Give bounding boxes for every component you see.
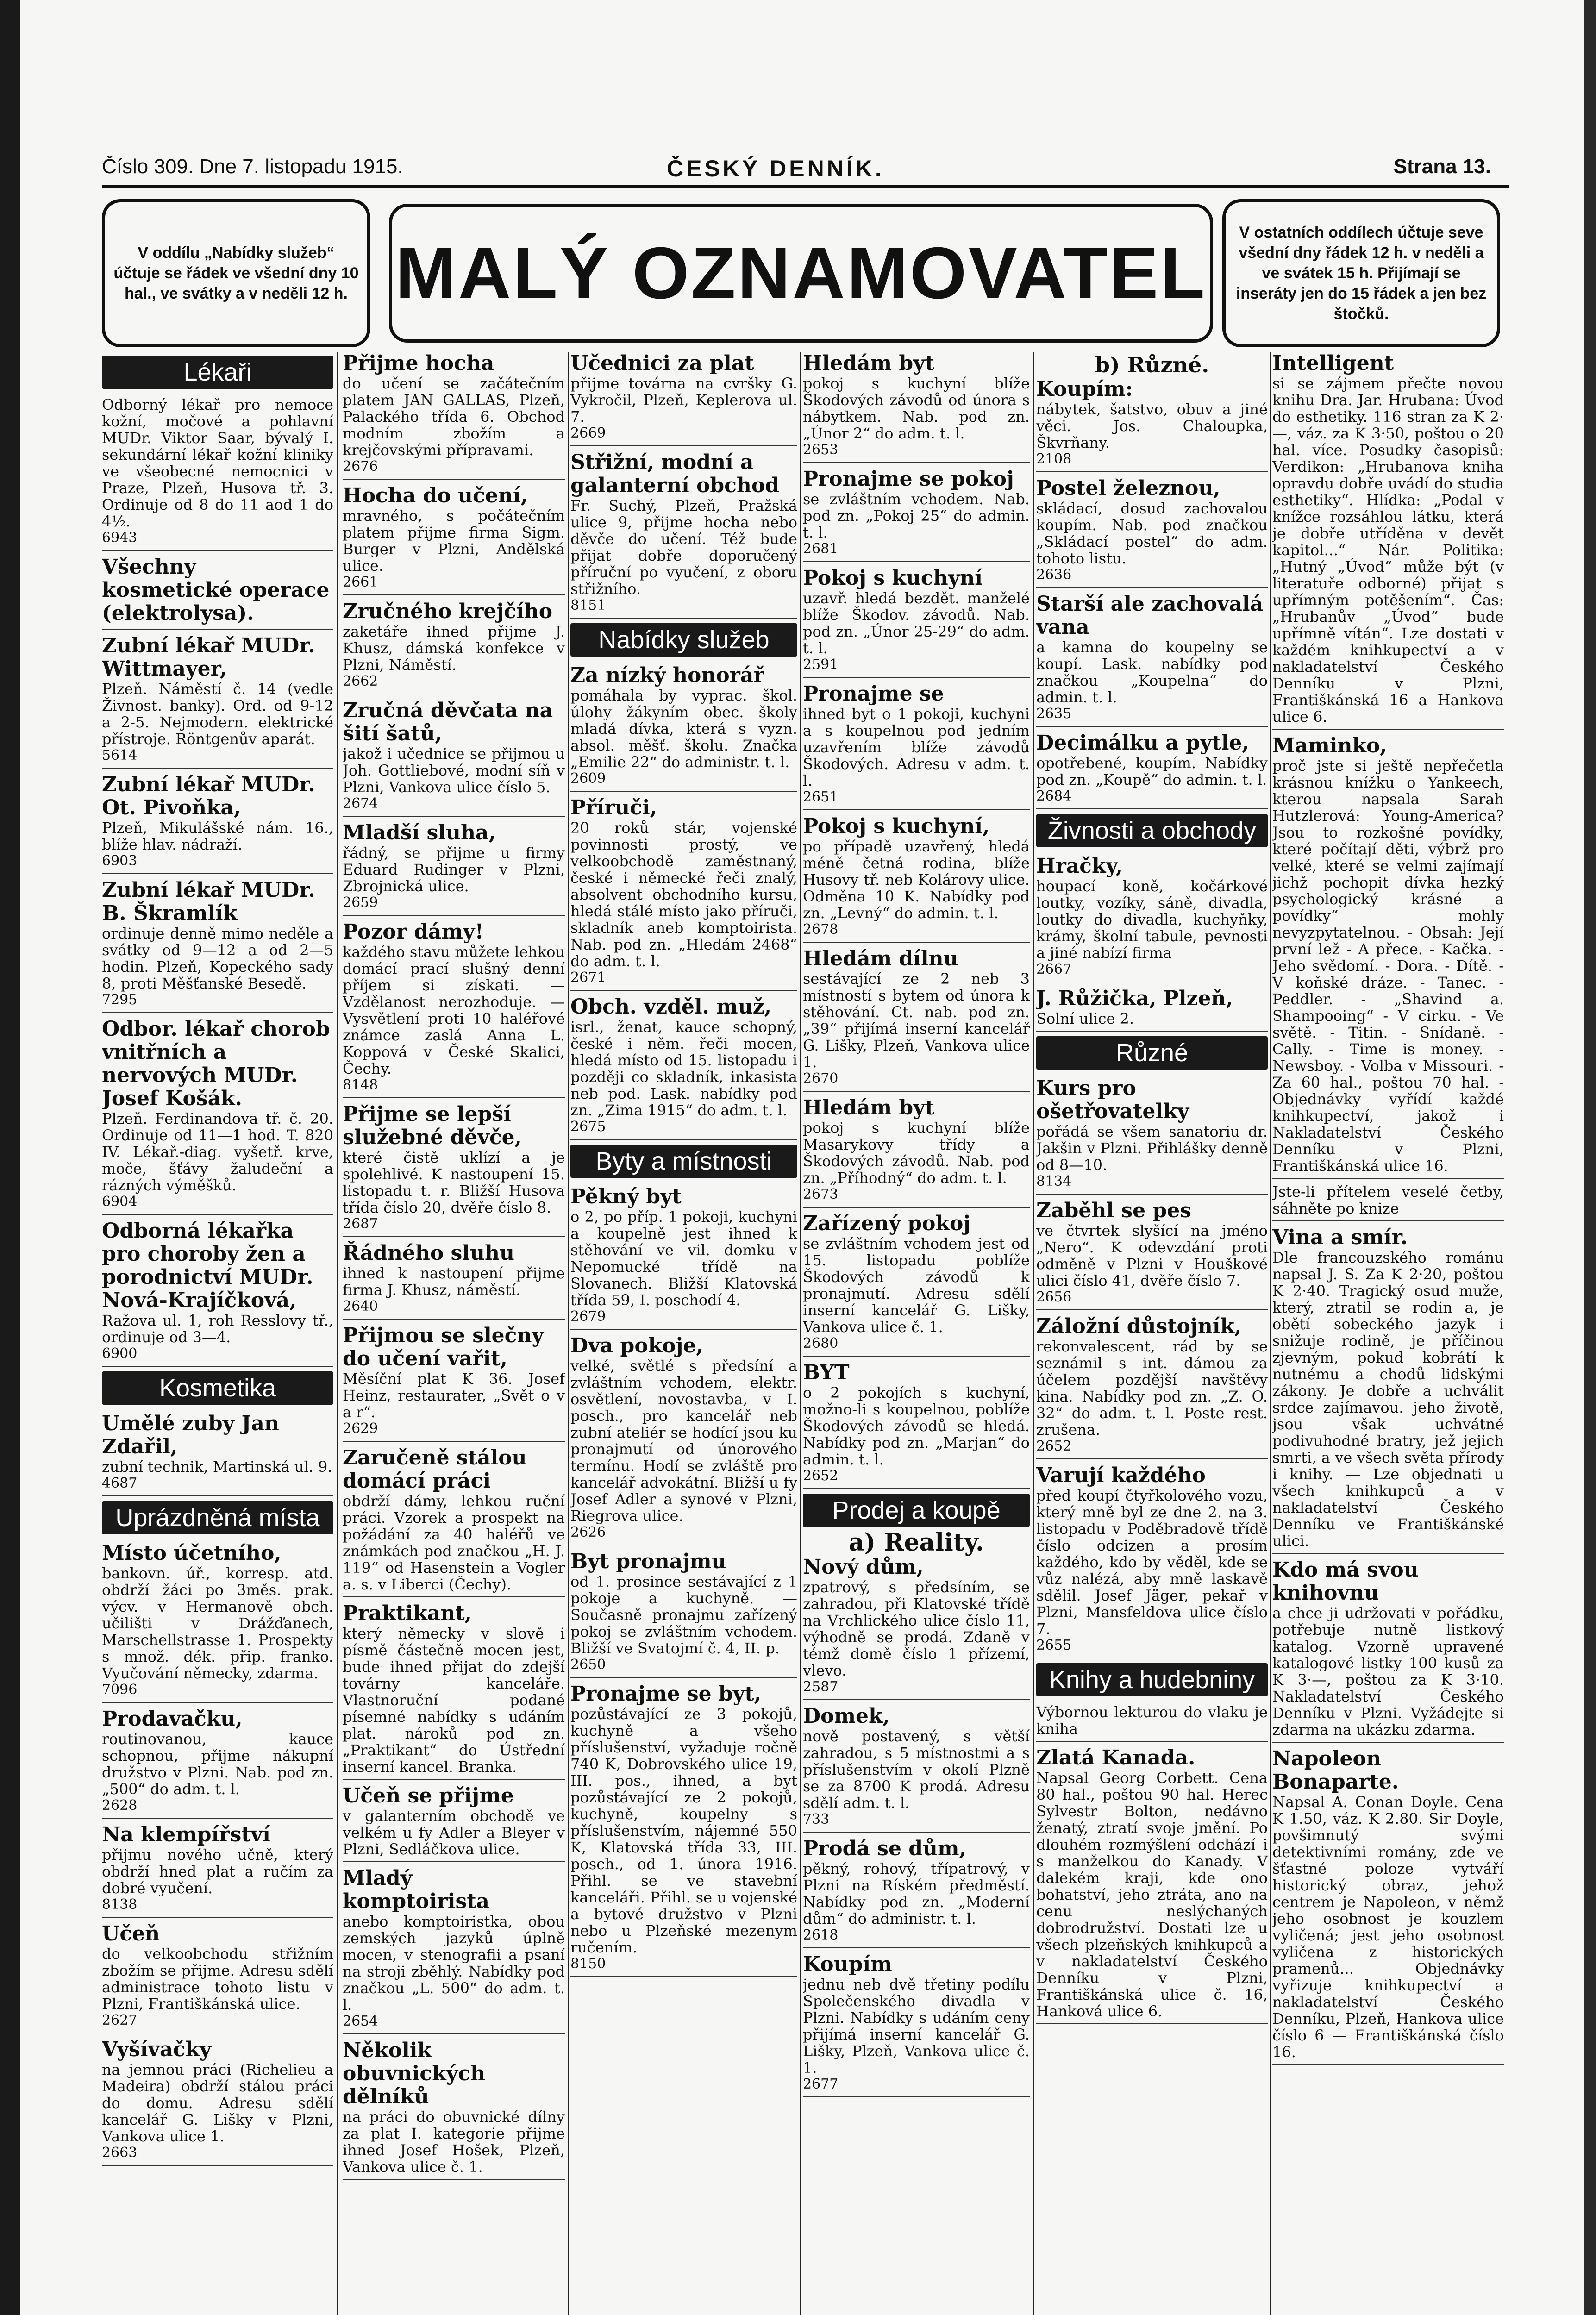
- ad-body: před koupí čtyřkolového vozu, který mně byl ze dne 2. na 3. listopadu v Poděbradově třídě číslo odcizen a prosím každého, kdo by věděl, kde se vůz nalézá, aby mně laskavě sdělil. Josef Jäger, pekař v Plzni, Mansfeldova ulice číslo 7.: [1036, 1487, 1268, 1638]
- ad-body: Napsal A. Conan Doyle. Cena K 1.50, váz. K 2.80. Sir Doyle, povšimnutý svými detektivními romány, zde ve šťastné poloze vytváří historický obraz, jehož centrem je Napoleon, v němž jeho osobnost je kouzlem vyličená; jest jeho osobnost vyličena z historických pramenů... Objednávky vyřizuje knihkupectví a nakladatelství Českého Denníku, Plzeň, Hankova ulice číslo 6 — Františkánská číslo 16.: [1272, 1793, 1504, 2061]
- page-number: Strana 13.: [1393, 155, 1491, 178]
- classified-ad: [343, 1242, 565, 1320]
- ad-body: přijme továrna na cvršky G. Vykročil, Plzeň, Keplerova ul. 7.: [570, 375, 797, 425]
- ad-headline: Příruči,: [570, 796, 657, 820]
- ad-number: 2677: [803, 2076, 839, 2092]
- ad-number: 2636: [1036, 567, 1072, 583]
- ad-headline: Maminko,: [1272, 734, 1387, 757]
- ad-number: 2609: [570, 770, 606, 787]
- page-header: [102, 155, 1491, 183]
- ad-number: 8151: [570, 597, 606, 613]
- classified-ad: [803, 682, 1030, 810]
- ad-headline: Varují každého: [1036, 1464, 1206, 1487]
- ad-headline: Hledám byt: [803, 352, 935, 375]
- ad-body: skládací, dosud zachovalou koupím. Nab. pod značkou „Skládací postel“ do adm. tohoto listu.: [1036, 500, 1268, 567]
- column-divider: [800, 352, 801, 2315]
- ad-body: Napsal Georg Corbett. Cena 80 hal., poštou 90 hal. Herec Sylvestr Bolton, nedávno ženatý, ztratí svoje jmění. Po dlouhém rozmýšlení odchází i s manželkou do Kanady. V dalekém kraji, kde ono bohatství, jeho ztráta, ano na cenu neslýchaných dobrodružství. Dostati lze u všech plzeňských knihkupců a v nakladatelství Českého Denníku v Plzni, Františkánská ulice č. 16, Hanková ulice 6.: [1036, 1769, 1268, 2020]
- ad-body: a chce ji udržovati v pořádku, potřebuje nutně listkový katalog. Vzorně upravené katalogové listky 100 kusů za K 3·—, poštou za K 3·10. Nakladatelství Českého Denníku v Plzni. Vyžádejte si zdarma na ukázku zdarma.: [1272, 1604, 1504, 1739]
- classified-ad: [102, 556, 333, 630]
- ad-headline: Přijme hocha: [343, 352, 494, 375]
- ad-body: o 2, po příp. 1 pokoji, kuchyni a koupelně jest ihned k stěhování ve vil. domku v Nepomucké třídě na Slovanech. Bližší Klatovská třída 59, I. poschodí 4.: [570, 1208, 797, 1309]
- column-divider: [568, 352, 569, 2315]
- newspaper-title: ČESKÝ DENNÍK.: [667, 156, 884, 181]
- classified-ad: [1036, 855, 1268, 982]
- ad-body: Solní ulice 2.: [1036, 1010, 1134, 1027]
- ad-headline: Hocha do učení,: [343, 484, 528, 507]
- classified-ad: [1272, 734, 1504, 1179]
- section-heading: Různé: [1036, 1036, 1268, 1070]
- ad-body: které čistě uklízí a je spolehlivé. K nastoupení 15. listopadu t. r. Bližší Husova třída číslo 20, dvěře číslo 8.: [343, 1149, 565, 1216]
- ad-number: 2680: [803, 1335, 839, 1351]
- ad-headline: Za nízký honorář: [570, 663, 764, 687]
- ad-headline: Řádného sluhu: [343, 1241, 514, 1265]
- classified-ad: [343, 1446, 565, 1597]
- ad-headline: Napoleon Bonaparte.: [1272, 1747, 1399, 1794]
- classified-ad: [343, 484, 565, 595]
- ad-headline: Zručná děvčata na šití šatů,: [343, 699, 553, 745]
- column-divider: [1270, 352, 1271, 2315]
- section-heading: Nabídky služeb: [570, 623, 797, 657]
- section-heading: Živnosti a obchody: [1036, 814, 1268, 847]
- ad-headline: Prodá se dům,: [803, 1837, 966, 1860]
- ad-headline: Zubní lékař MUDr. Wittmayer,: [102, 634, 315, 681]
- ad-headline: Zaběhl se pes: [1036, 1199, 1192, 1222]
- ad-body: Plzeň, Mikulášské nám. 16., blíže hlav. nádraží.: [102, 819, 333, 853]
- ad-body: nově postavený, s větší zahradou, s 5 místnostmi a s příslušenstvím v okolí Plzně se za 8700 K prodá. Adresu sdělí adm. t. l.: [803, 1727, 1030, 1812]
- ad-number: 2651: [803, 789, 839, 805]
- pricing-note-left: V oddílu „Nabídky služeb“ účtuje se řádek ve všední dny 10 hal., ve svátky a v neděli 12 h.: [102, 199, 370, 347]
- ad-number: 2671: [570, 970, 606, 986]
- ad-headline: Umělé zuby Jan Zdařil,: [102, 1412, 279, 1458]
- ad-body: nábytek, šatstvo, obuv a jiné věci. Jos. Chaloupka, Škvrňany.: [1036, 400, 1268, 451]
- ad-headline: Všechny kosmetické operace (elektrolysa).: [102, 555, 330, 625]
- classified-ad: [1036, 732, 1268, 809]
- ad-body: rekonvalescent, rád by se seznámil s int. dámou za účelem pozdější navštěvy kina. Nabídky pod zn. „Z. O. 32“ do adm. t. l. Poste rest. zrušena.: [1036, 1338, 1268, 1439]
- classified-ad: [1036, 378, 1268, 472]
- ad-body: zaketáře ihned přijme J. Khusz, dámská konfekce v Plzni, Náměstí.: [343, 623, 565, 674]
- ad-number: 7096: [102, 1682, 138, 1698]
- ad-number: 8150: [570, 1956, 606, 1972]
- scan-edge-left: [0, 0, 20, 2315]
- ad-headline: Pronajme se pokoj: [803, 467, 1014, 491]
- classified-ad: [343, 1324, 565, 1442]
- ad-number: 7295: [102, 992, 138, 1008]
- subsection-heading: b) Různé.: [1095, 352, 1209, 377]
- ad-body: zubní technik, Martinská ul. 9.: [102, 1458, 332, 1476]
- ad-headline: Zubní lékař MUDr. Ot. Pivoňka,: [102, 773, 315, 820]
- column-2: [343, 352, 565, 2315]
- classified-ad: [102, 773, 333, 874]
- section-heading: Prodej a koupě: [803, 1494, 1030, 1527]
- ad-number: 2629: [343, 1420, 378, 1437]
- classified-ad: [803, 1705, 1030, 1833]
- issue-date: Číslo 309. Dne 7. listopadu 1915.: [102, 155, 403, 178]
- ad-number: 2679: [570, 1308, 606, 1325]
- column-1: [102, 352, 333, 2315]
- ad-number: 2687: [343, 1216, 378, 1232]
- column-4: [803, 352, 1030, 2315]
- ad-body: Ražova ul. 1, roh Resslovy tř., ordinuje od 3—4.: [102, 1312, 333, 1346]
- section-title: MALÝ OZNAMOVATEL: [389, 204, 1213, 343]
- ad-body: přijmu nového učně, který obdrží hned plat a ručím za dobré vyučení.: [102, 1846, 333, 1897]
- classified-ad: [102, 1412, 333, 1496]
- ad-body: pomáhala by vyprac. škol. úlohy žákyním obec. školy mladá dívka, která s vyzn. absol. měšť. školu. Značka „Emilie 22“ do administr. t. l.: [570, 687, 797, 771]
- ad-headline: Zubní lékař MUDr. B. Škramlík: [102, 878, 315, 925]
- classified-ad: [1036, 1746, 1268, 2024]
- ad-body: do učení se začátečním platem JAN GALLAS, Plzeň, Palackého třída 6. Obchod modním zbožím a krejčovskými přípravami.: [343, 375, 565, 459]
- classified-ad: [102, 1018, 333, 1215]
- ad-headline: Vina a smír.: [1272, 1226, 1408, 1249]
- ad-body: Plzeň. Ferdinandova tř. č. 20. Ordinuje od 11—1 hod. T. 820 IV. Lékař.-diag. vyšetř. krve, moče, šťávy žaludeční a rázných výměšků.: [102, 1110, 333, 1194]
- ad-headline: Mladý komptoirista: [343, 1866, 490, 1913]
- ad-headline: Pokoj s kuchyní,: [803, 814, 990, 838]
- ad-body: řádný, se přijme u firmy Eduard Rudinger v Plzni, Zbrojnická ulice.: [343, 844, 565, 895]
- classified-ad: [570, 1334, 797, 1545]
- ad-body: se zvláštním vchodem. Nab. pod zn. „Pokoj 25“ do admin. t. l.: [803, 490, 1030, 541]
- ad-body: Odborný lékař pro nemoce kožní, močové a pohlavní MUDr. Viktor Saar, bývalý I. sekundární lékař kožní kliniky ve všeobecné nemocnici v Praze, Plzeň, Husova tř. 3. Ordinuje od 8 do 11 aod 1 do 4½.: [102, 396, 333, 530]
- classified-ad: [1272, 1226, 1504, 1554]
- ad-headline: Zručného krejčího: [343, 600, 553, 623]
- ad-headline: Kdo má svou knihovnu: [1272, 1558, 1419, 1605]
- section-heading: Byty a místnosti: [570, 1145, 797, 1178]
- ad-headline: Domek,: [803, 1704, 890, 1728]
- ad-headline: Hledám byt: [803, 1096, 935, 1120]
- classified-ad: [1272, 1558, 1504, 1743]
- ad-headline: Kurs pro ošetřovatelky: [1036, 1076, 1189, 1123]
- section-heading: Kosmetika: [102, 1371, 333, 1405]
- ad-headline: Pěkný byt: [570, 1185, 682, 1208]
- ad-headline: Na klempířství: [102, 1823, 270, 1846]
- classified-ad: [102, 634, 333, 769]
- pricing-note-right: V ostatních oddílech účtuje seve všední dny řádek 12 h. v neděli a ve svátek 15 h. Přijímají se inseráty jen do 15 řádek a jen bez štočků.: [1222, 199, 1500, 347]
- classified-ad: [570, 995, 797, 1140]
- ad-number: 5614: [102, 747, 138, 763]
- classified-ad: [570, 664, 797, 792]
- ad-body: zpatrový, s předsíním, se zahradou, při Klatovské třídě na Vrchlického ulice číslo 11, výhodně se prodá. Zdaně v témž domě číslo 1 přízemí, vlevo.: [803, 1578, 1030, 1679]
- ad-headline: Postel železnou,: [1036, 476, 1220, 500]
- classified-ad: [102, 1823, 333, 1918]
- classified-ad: [1036, 593, 1268, 727]
- classified-ad: [570, 1185, 797, 1330]
- ad-headline: Koupím:: [1036, 377, 1133, 401]
- classified-ad: [1272, 1747, 1504, 2065]
- ad-number: 2659: [343, 895, 378, 911]
- column-6: [1272, 352, 1504, 2315]
- section-heading: Knihy a hudebniny: [1036, 1663, 1268, 1696]
- ad-body: mravného, s počátečním platem přijme firma Sigm. Burger v Plzni, Andělská ulice.: [343, 507, 565, 575]
- classified-ad: [343, 1867, 565, 2034]
- classified-ad: [1036, 1464, 1268, 1658]
- classified-ad: [570, 1550, 797, 1678]
- ad-headline: Hledám dílnu: [803, 947, 958, 970]
- ad-body: velké, světlé s předsíní a zvláštním vchodem, elektr. osvětlení, novostavba, v I. posch., pro kancelář neb zubní ateliér se hodící jsou ku pronajmutí od únorového termínu. Hodí se zvláště pro kancelář advokátní. Bližší u fy Josef Adler a synové v Plzni, Riegrova ulice.: [570, 1357, 797, 1525]
- ad-body: jednu neb dvě třetiny podílu Společenského divadla v Plzni. Nabídky s udáním ceny přijímá inserní kancelář G. Lišky, Plzeň, Vankova ulice č. 1.: [803, 1976, 1030, 2077]
- ad-body: o 2 pokojích s kuchyní, možno-li s koupelnou, poblíže Škodových závodů se hledá. Nabídky pod zn. „Marjan“ do admin. t. l.: [803, 1384, 1030, 1468]
- ad-headline: Obch. vzděl. muž,: [570, 995, 772, 1019]
- ad-body: Fr. Suchý, Plzeň, Pražská ulice 9, přijme hocha nebo děvče do učení. Též bude přijat dobře doporučený příruční po vyučení, z oboru střižního.: [570, 497, 797, 598]
- classified-ad: [570, 796, 797, 991]
- ad-headline: Byt pronajmu: [570, 1550, 726, 1573]
- classified-ad: [570, 352, 797, 446]
- ad-body: pořádá se všem sanatoriu dr. Jakšin v Plzni. Přihlášky denně od 8—10.: [1036, 1123, 1268, 1174]
- ad-body: pěkný, rohový, třípatrový, v Plzni na Ríském předměstí. Nabídky pod zn. „Moderní dům“ do administr. t. l.: [803, 1860, 1030, 1927]
- ad-headline: Starší ale zachovalá vana: [1036, 592, 1264, 639]
- classified-ad: [1036, 1315, 1268, 1459]
- ad-body: do velkoobchodu střižním zbožím se přijme. Adresu sdělí administrace tohoto listu v Plzni, Františkánská ulice.: [102, 1945, 333, 2013]
- classified-ad: [803, 352, 1030, 463]
- classified-ad: [803, 468, 1030, 562]
- classified-ad: [803, 815, 1030, 943]
- classified-ad: [102, 879, 333, 1013]
- ad-body: routinovanou, kauce schopnou, přijme nákupní družstvo v Plzni. Nab. pod zn. „500“ do adm. t. l.: [102, 1730, 333, 1798]
- ad-number: 2652: [803, 1468, 839, 1484]
- subsection-heading: a) Reality.: [848, 1528, 984, 1557]
- ad-body: Výbornou lekturou do vlaku je kniha: [1036, 1703, 1268, 1738]
- ad-number: 2650: [570, 1657, 606, 1673]
- ad-number: 2653: [803, 442, 839, 458]
- ad-body: a kamna do koupelny se koupí. Lask. nabídky pod značkou „Koupelna“ do admin. t. l.: [1036, 638, 1268, 706]
- ad-body: uzavř. hledá bezdět. manželé blíže Škodov. závodů. Nab. pod zn. „Únor 25-29“ do adm. t. l.: [803, 589, 1030, 657]
- ad-headline: Odborná lékařka pro choroby žen a porodnictví MUDr. Nová-Krajíčková,: [102, 1219, 313, 1312]
- ad-number: 6904: [102, 1194, 138, 1210]
- ad-body: 20 roků stár, vojenské povinnosti prostý, ve velkoobchodě zaměstnaný, české i německé řeči znalý, absolvent obchodního kursu, hledá stálé místo jako příruči, skladník aneb komptoirista. Nab. pod zn. „Hledám 2468“ do adm. t. l.: [570, 819, 797, 970]
- ad-headline: Místo účetního,: [102, 1541, 282, 1565]
- classified-ad: [803, 1212, 1030, 1357]
- classified-ad: [343, 352, 565, 480]
- ad-body: si se zájmem přečte novou knihu Dra. Jar. Hrubana: Úvod do esthetiky. 116 stran za K 2·—, váz. za K 3·50, poštou o 20 hal. více. Posudky časopisů: Verdikon: „Hrubanova kniha opravdu dobře uvádí do studia esthetiky“. Hlídka: „Podal v knížce rozsáhlou látku, která je dobře utříděna v devět kapitol...“ Nár. Politika: „Hutný „Úvod“ může být (v literatuře odborné) přijat s upřímným potěšením“. Čas: „Hrubanův „Úvod“ bude upřímně vítán“. Lze dostati v každém knihkupectví a v nakladatelství Českého Denníku v Plzni, Františkánská 16 a Hankova ulice 6.: [1272, 375, 1504, 726]
- ad-number: 6943: [102, 530, 138, 546]
- ad-number: 2652: [1036, 1438, 1072, 1454]
- classified-ad: [803, 1556, 1030, 1700]
- ad-number: 2662: [343, 673, 378, 689]
- classified-ad: [570, 451, 797, 619]
- classified-ad: [343, 699, 565, 817]
- classified-ad: [1036, 477, 1268, 588]
- classified-ad: [803, 947, 1030, 1092]
- classified-ad: [102, 2038, 333, 2166]
- ad-headline: Učeň se přijme: [343, 1784, 514, 1808]
- ad-body: pokoj s kuchyní blíže Masarykovy třídy a Škodových závodů. Nab. pod zn. „Příhodný“ do adm. t. l.: [803, 1119, 1030, 1187]
- classified-ad: [102, 1708, 333, 1819]
- ad-body: na jemnou práci (Richelieu a Madeira) obdrží stálou práci do domu. Adresu sdělí kancelář G. Lišky v Plzni, Vankova ulice 1.: [102, 2061, 333, 2145]
- ad-number: 2673: [803, 1186, 839, 1202]
- ad-number: 2654: [343, 2013, 378, 2029]
- ad-body: obdrží dámy, lehkou ruční práci. Vzorek a prospekt na požádání za 40 haléřů ve známkách pod značkou „H. J. 119“ od Hasenstein a Vogler a. s. v Liberci (Čechy).: [343, 1492, 565, 1593]
- section-heading: Uprázdněná místa: [102, 1501, 333, 1534]
- ad-number: 2675: [570, 1119, 606, 1135]
- ad-headline: Odbor. lékař chorob vnitřních a nervových MUDr. Josef Košák.: [102, 1017, 330, 1110]
- column-divider: [337, 352, 338, 2315]
- ad-number: 2626: [570, 1524, 606, 1540]
- ad-number: 2635: [1036, 706, 1072, 722]
- column-divider: [1033, 352, 1034, 2315]
- ad-headline: Několik obuvnických dělníků: [343, 2039, 485, 2109]
- ad-body: ve čtvrtek slyšící na jméno „Nero“. K odevzdání proti odměně v Plzni v Houškové ulici číslo 41, dvěře číslo 7.: [1036, 1222, 1268, 1289]
- scan-edge-right: [1584, 0, 1596, 2315]
- classified-ad: [343, 920, 565, 1098]
- ad-headline: Intelligent: [1272, 352, 1394, 375]
- ad-number: 8148: [343, 1077, 378, 1093]
- ad-body: sestávající ze 2 neb 3 místností s bytem od února k stěhování. Ct. nab. pod zn. „39“ přijímá inserní kancelář G. Lišky, Plzeň, Vankova ulice 1.: [803, 970, 1030, 1071]
- classified-ad: [803, 1837, 1030, 1948]
- section-heading: Lékaři: [102, 356, 333, 389]
- classified-ad: [803, 567, 1030, 678]
- ad-body: od 1. prosince sestávající z 1 pokoje a kuchyně. — Současně pronajmu zařízený pokoj se zvláštním vchodem. Bližší ve Svatojmí č. 4, II. p.: [570, 1573, 797, 1657]
- ad-headline: Pronajme se: [803, 682, 944, 706]
- ad-headline: Nový dům,: [803, 1555, 924, 1579]
- ad-headline: Učeň: [102, 1922, 160, 1946]
- ad-number: 733: [803, 1811, 830, 1827]
- ad-number: 2587: [803, 1679, 839, 1695]
- ad-body: pozůstávající ze 3 pokojů, kuchyně a všeho příslušenství, vyžaduje ročně 740 K, Dobrovského ulice 19, III. pos., ihned, a byt pozůstávající ze 2 pokojů, kuchyně, koupelny s příslušenstvím, nájemné 550 K, Klatovská třída 33, III. posch., od 1. února 1916. Přihl. se ve stavební kanceláři. Přihl. se u vojenské a bytové družstvo v Plzni nebo u Plzeňské mezenym ručením.: [570, 1705, 797, 1956]
- ad-number: 2674: [343, 795, 378, 812]
- ad-number: 8134: [1036, 1173, 1072, 1189]
- ad-headline: Hračky,: [1036, 854, 1123, 878]
- ad-number: 4687: [102, 1475, 138, 1491]
- ad-headline: Zařízený pokoj: [803, 1212, 971, 1235]
- ad-headline: Pozor dámy!: [343, 920, 484, 944]
- classified-ad: [570, 1683, 797, 1977]
- ad-number: 2656: [1036, 1289, 1072, 1305]
- classified-ad: [1036, 1199, 1268, 1310]
- ad-body: ihned k nastoupení přijme firma J. Khusz, náměstí.: [343, 1264, 565, 1299]
- classified-ad: [1036, 1077, 1268, 1195]
- ad-number: 6903: [102, 853, 138, 869]
- ad-body: Plzeň. Náměstí č. 14 (vedle Živnost. banky). Ord. od 9-12 a 2-5. Nejmodern. elektrické přístroje. Röntgenův aparát.: [102, 680, 333, 748]
- ad-body: Dle francouzského románu napsal J. S. Za K 2·20, poštou K 2·40. Tragický osud muže, který, ztratil se rodin a, je obětí sobeckého jazyk i snižuje rodině, je příčinou zjevným, pokud kobrátí k nutnému a chodů lidskými zákony. Je dobře a uchválit srdce zajímavou. jeho životě, jsou však uchvátné podivuhodné bratry, jež jejich smrti, a ve všech světa přírody i knihy. — Lze objednati u všech knihkupců a v nakladatelství Českého Denníku ve Františkánské ulici.: [1272, 1249, 1504, 1550]
- classified-ad: [102, 396, 333, 551]
- ad-number: 2681: [803, 541, 839, 557]
- ad-headline: Praktikant,: [343, 1602, 472, 1625]
- ad-body: pokoj s kuchyní blíže Škodových závodů od února s nábytkem. Nab. pod zn. „Únor 2“ do adm. t. l.: [803, 375, 1030, 442]
- classified-ad: [1272, 1183, 1504, 1221]
- classified-ad: [803, 1361, 1030, 1489]
- ad-number: 2663: [102, 2145, 138, 2161]
- ad-body: se zvláštním vchodem jest od 15. listopadu poblíže Škodových závodů k pronajmutí. Adresu sdělí inserní kancelář G. Lišky, Vankova ulice č. 1.: [803, 1235, 1030, 1336]
- classified-ad: [102, 1220, 333, 1367]
- ad-headline: Střižní, modní a galanterní obchod: [570, 450, 780, 497]
- column-5: [1036, 352, 1268, 2315]
- classified-ad: [343, 821, 565, 916]
- ad-body: Jste-li přítelem veselé četby, sáhněte po knize: [1272, 1183, 1504, 1217]
- column-3: [570, 352, 797, 2315]
- classified-ad: [1036, 987, 1268, 1032]
- ad-body: v galanterním obchodě ve velkém u fy Adler a Bleyer v Plzni, Sedláčkova ulice.: [343, 1807, 565, 1858]
- ad-headline: BYT: [803, 1361, 850, 1384]
- ad-body: který německy v slově i písmě částečně mocen jest, bude ihned přijat do zdejší továrny kanceláře. Vlastnoruční podané písemné nabídky s udáním plat. nároků pod zn. „Praktikant“ do Ústřední inserní kancel. Branka.: [343, 1625, 565, 1776]
- ad-headline: Zaručeně stálou domácí práci: [343, 1446, 527, 1493]
- classified-ad: [102, 1922, 333, 2033]
- ad-headline: Pokoj s kuchyní: [803, 566, 983, 590]
- ad-number: 2669: [570, 425, 606, 441]
- header-rule: [102, 185, 1509, 188]
- ad-number: 2661: [343, 574, 378, 590]
- ad-number: 2628: [102, 1797, 138, 1814]
- ad-number: 2655: [1036, 1637, 1072, 1653]
- ad-body: každého stavu můžete lehkou domácí prací slušný denní příjem si získati. — Vzdělanost nerozhoduje. — Vysvětlení proti 10 haléřové známce zaslá Anna L. Koppová v České Skalici, Čechy.: [343, 943, 565, 1077]
- ad-headline: Přijme se lepší služebné děvče,: [343, 1102, 522, 1149]
- classified-ad: [803, 1953, 1030, 2097]
- ad-number: 2676: [343, 458, 378, 475]
- ad-number: 2670: [803, 1070, 839, 1087]
- ad-body: anebo komptoiristka, obou zemských jazyků úplně mocen, v stenografii a psaní na stroji zběhlý. Nabídky pod značkou „L. 500“ do adm. t. l.: [343, 1913, 565, 2014]
- ad-number: 2627: [102, 2012, 138, 2028]
- ad-number: 6900: [102, 1345, 138, 1362]
- ad-body: jakož i učednice se přijmou u Joh. Gottliebové, modní síň v Plzni, Vankova ulice číslo 5.: [343, 745, 565, 796]
- classified-ad: [803, 1096, 1030, 1208]
- ad-number: 2591: [803, 657, 839, 673]
- ad-headline: Vyšívačky: [102, 2038, 212, 2061]
- ad-number: 2667: [1036, 961, 1072, 977]
- classified-ad: [102, 1542, 333, 1703]
- ad-headline: Koupím: [803, 1952, 892, 1976]
- ad-body: isrl., ženat, kauce schopný, české i něm. řeči mocen, hledá místo od 15. listopadu i později co skladník, inkasista neb pod. Lask. nabídky pod zn. „Zima 1915“ do adm. t. l.: [570, 1018, 797, 1119]
- ad-headline: Učednici za plat: [570, 352, 754, 375]
- classified-ad: [343, 1103, 565, 1237]
- ad-headline: Pronajme se byt,: [570, 1682, 761, 1706]
- ad-body: ordinuje denně mimo neděle a svátky od 9—12 a od 2—5 hodin. Plzeň, Kopeckého sady 8, proti Měšťanské Besedě.: [102, 925, 333, 992]
- ad-body: opotřebené, koupím. Nabídky pod zn. „Koupě“ do admin. t. l.: [1036, 754, 1268, 788]
- ad-headline: Záložní důstojník,: [1036, 1314, 1242, 1338]
- classified-ad: [343, 2039, 565, 2180]
- classified-ad: [343, 600, 565, 694]
- ad-headline: Zlatá Kanada.: [1036, 1746, 1195, 1770]
- ad-body: bankovn. úř., korresp. atd. obdrží žáci po 3měs. prak. výcv. v Hermanově obch. učilišti v Drážďanech, Marschellstrasse 1. Prospekty s množ. dék. přip. franko. Vyučování německy, zdarma.: [102, 1564, 333, 1682]
- ad-number: 2640: [343, 1298, 378, 1314]
- classified-ad: [1272, 352, 1504, 730]
- ad-body: ihned byt o 1 pokoji, kuchyni a s koupelnou pod jedním uzavřením blíže závodů Škodových. Adresu v adm. t. l.: [803, 705, 1030, 789]
- ad-body: na práci do obuvnické dílny za plat I. kategorie přijme ihned Josef Hošek, Plzeň, Vankova ulice č. 1.: [343, 2108, 565, 2176]
- ad-body: Měsíční plat K 36. Josef Heinz, restaurater, „Svět o v a r“.: [343, 1370, 565, 1421]
- classified-ad: [343, 1602, 565, 1780]
- ad-headline: Přijmou se slečny do učení vařit,: [343, 1324, 544, 1370]
- ad-headline: Mladší sluha,: [343, 821, 496, 845]
- ad-headline: J. Růžička, Plzeň,: [1036, 987, 1233, 1010]
- ad-number: 2618: [803, 1927, 839, 1943]
- newspaper-page: [83, 0, 1546, 2315]
- ad-number: 2678: [803, 921, 839, 938]
- ad-headline: Dva pokoje,: [570, 1334, 703, 1358]
- ad-body: proč jste si ještě nepřečetla krásnou knížku o Yankeech, kterou napsala Sarah Hutzlerová: Young-America? Jsou to rozkošné povídky, které počítají děti, výbrž pro velké, které se velmi zajímají jichž pochopit dívka hezký psychologický krásné a povídky“ mohly nevyzpytatelnou. - Obsah: Její první lež - A přece. - Kačka. - Jeho svědomí. - Dora. - Dítě. - V koňské dráze. - Tanec. - Peddler. - „Shavind a. Shampooing“ - V cirku. - Ve světě. - Titin. - Snídaně. - Cally. - Time is money. - Newsboy. - Volba v Missouri. - Za 60 hal., poštou 70 hal. - Objednávky vyřídí každé knihkupectví, jakož i Nakladatelství Českého Denníku v Plzni, Františkánská ulice 16.: [1272, 757, 1504, 1175]
- ad-headline: Decimálku a pytle,: [1036, 731, 1249, 755]
- ad-number: 8138: [102, 1896, 138, 1913]
- classified-ad: [1036, 1704, 1268, 1742]
- ad-number: 2108: [1036, 451, 1072, 467]
- classified-ad: [343, 1784, 565, 1862]
- ad-number: 2684: [1036, 788, 1072, 804]
- ad-body: po případě uzavřený, hledá méně četná rodina, blíže Husovy tř. neb Kolárovy ulice. Odměna 10 K. Nabídky pod zn. „Levný“ do admin. t. l.: [803, 838, 1030, 922]
- ad-headline: Prodavačku,: [102, 1707, 243, 1731]
- ad-body: houpací koně, kočárkové loutky, vozíky, sáně, divadla, loutky do divadla, kuchyňky, krámy, školní tabule, pevnosti a jiné nabízí firma: [1036, 877, 1268, 962]
